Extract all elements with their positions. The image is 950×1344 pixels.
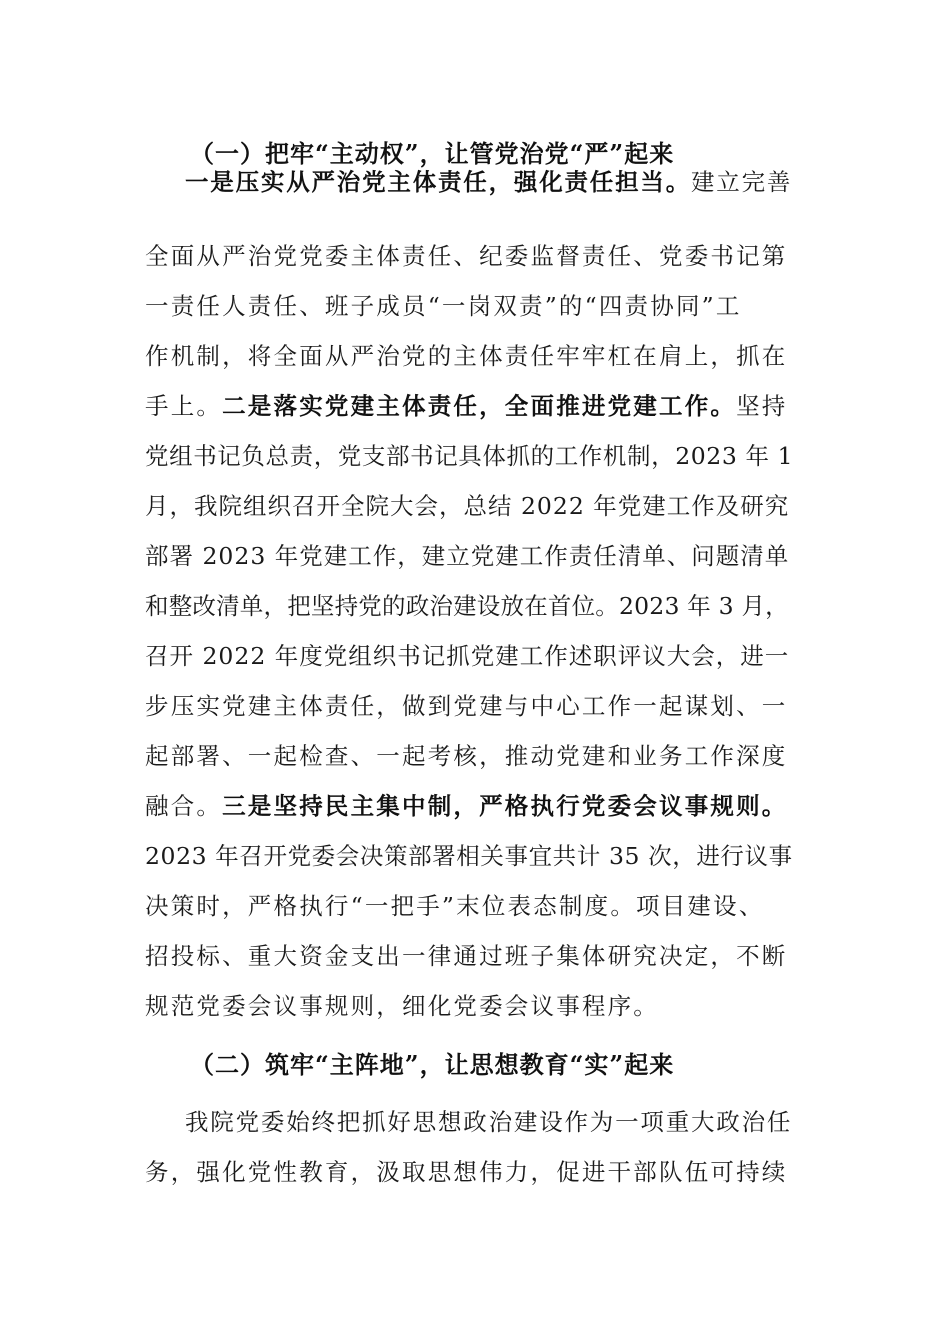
- paragraph-line: 部署 2023 年党建工作，建立党建工作责任清单、问题清单: [145, 542, 790, 570]
- paragraph-line: 招投标、重大资金支出一律通过班子集体研究决定，不断: [145, 942, 788, 970]
- paragraph-line: [145, 789, 788, 823]
- bold-lead: 一是压实从严治党主体责任，强化责任担当。: [185, 168, 691, 196]
- text-run: 坚持: [736, 392, 788, 420]
- paragraph-line: 和整改清单，把坚持党的政治建设放在首位。2023 年 3 月，: [145, 592, 789, 620]
- section-heading-1: （一）把牢“主动权”，让管党治党“严”起来: [190, 139, 675, 168]
- paragraph-line: 月，我院组织召开全院大会，总结 2022 年党建工作及研究: [145, 492, 790, 520]
- paragraph-line: [145, 389, 788, 423]
- bold-lead: 二是落实党建主体责任，全面推进党建工作。: [222, 392, 737, 420]
- paragraph-line: 步压实党建主体责任，做到党建与中心工作一起谋划、一: [145, 692, 788, 720]
- paragraph-line: [185, 165, 792, 199]
- paragraph-line: 全面从严治党党委主体责任、纪委监督责任、党委书记第: [145, 242, 788, 270]
- text-run: 融合。: [145, 792, 223, 820]
- paragraph-line: 决策时，严格执行“一把手”末位表态制度。项目建设、: [145, 892, 765, 920]
- section-heading-2: （二）筑牢“主阵地”，让思想教育“实”起来: [190, 1050, 675, 1079]
- paragraph-line: 规范党委会议事规则，细化党委会议事程序。: [145, 992, 659, 1020]
- paragraph-line: 作机制，将全面从严治党的主体责任牢牢杠在肩上，抓在: [145, 342, 788, 370]
- bold-lead: 三是坚持民主集中制，严格执行党委会议事规则。: [222, 792, 788, 820]
- paragraph-line: 我院党委始终把抓好思想政治建设作为一项重大政治任: [185, 1108, 793, 1136]
- paragraph-line: 一责任人责任、班子成员“一岗双责”的“四责协同”工: [145, 292, 742, 320]
- text-run: 手上。: [145, 392, 223, 420]
- paragraph-line: 2023 年召开党委会决策部署相关事宜共计 35 次，进行议事: [145, 842, 793, 870]
- paragraph-line: 起部署、一起检查、一起考核，推动党建和业务工作深度: [145, 742, 788, 770]
- paragraph-line: 召开 2022 年度党组织书记抓党建工作述职评议大会，进一: [145, 642, 790, 670]
- paragraph-line: 党组书记负总责，党支部书记具体抓的工作机制，2023 年 1: [145, 442, 794, 470]
- text-run: 建立完善: [691, 168, 793, 196]
- paragraph-line: 务，强化党性教育，汲取思想伟力，促进干部队伍可持续: [145, 1158, 788, 1186]
